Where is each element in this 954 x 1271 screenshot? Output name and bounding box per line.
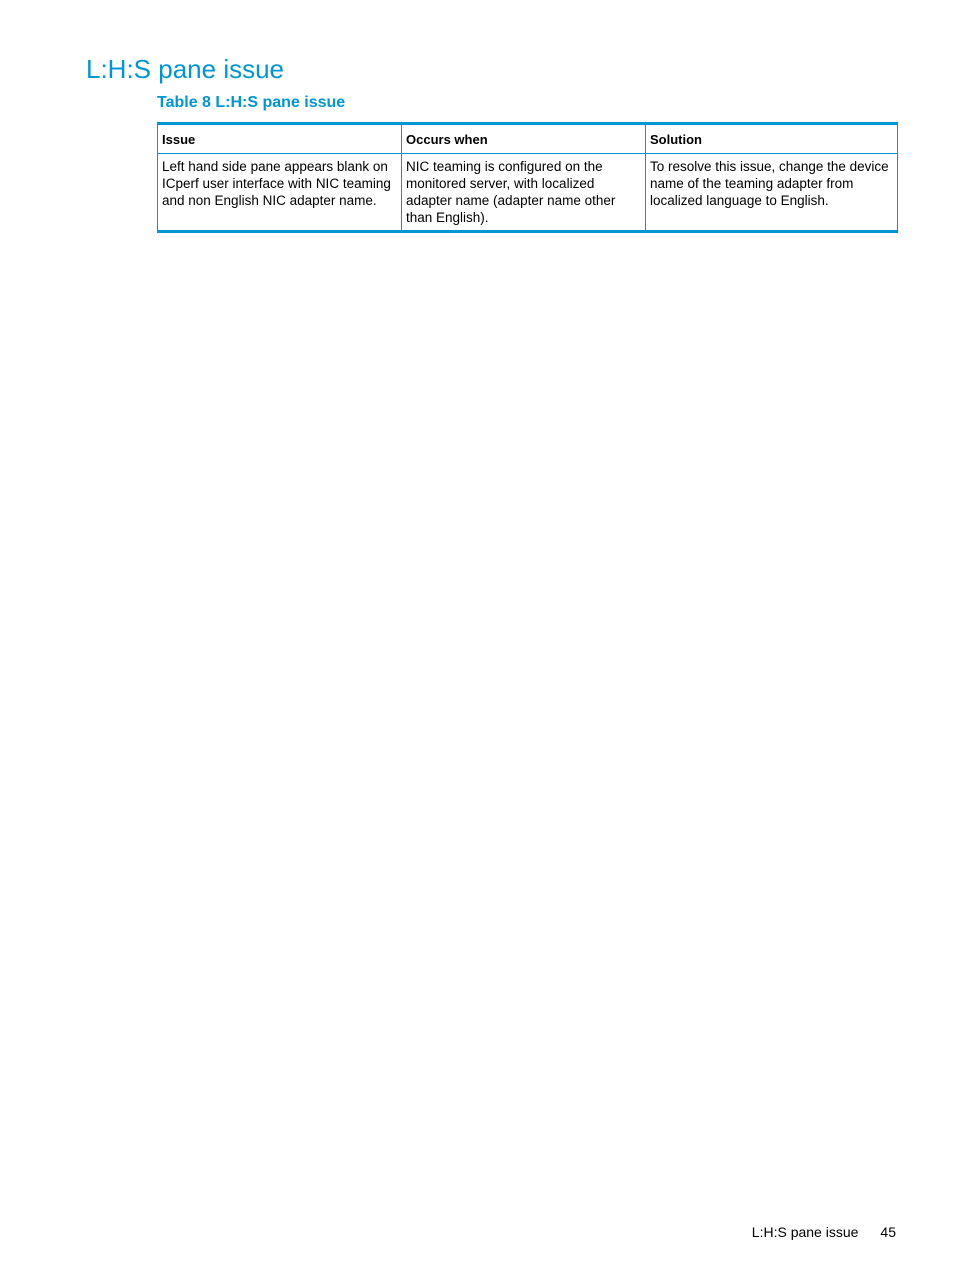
footer-section-label: L:H:S pane issue (751, 1224, 859, 1240)
page-footer (752, 1223, 896, 1241)
header-solution: Solution (646, 124, 898, 154)
table-header-row (158, 124, 898, 154)
cell-issue: Left hand side pane appears blank on ICperf user interface with NIC teaming and non English NIC adapter name. (158, 154, 402, 232)
header-occurs-when: Occurs when (402, 124, 646, 154)
table-caption: Table 8 L:H:S pane issue (157, 94, 346, 111)
cell-occurs-when: NIC teaming is configured on the monitored server, with localized adapter name (adapter name other than English). (402, 154, 646, 232)
header-issue: Issue (158, 124, 402, 154)
issue-table (157, 122, 898, 233)
section-title: L:H:S pane issue (86, 54, 285, 84)
page-number: 45 (880, 1224, 896, 1240)
table-row (158, 154, 898, 232)
cell-solution: To resolve this issue, change the device name of the teaming adapter from localized language to English. (646, 154, 898, 232)
